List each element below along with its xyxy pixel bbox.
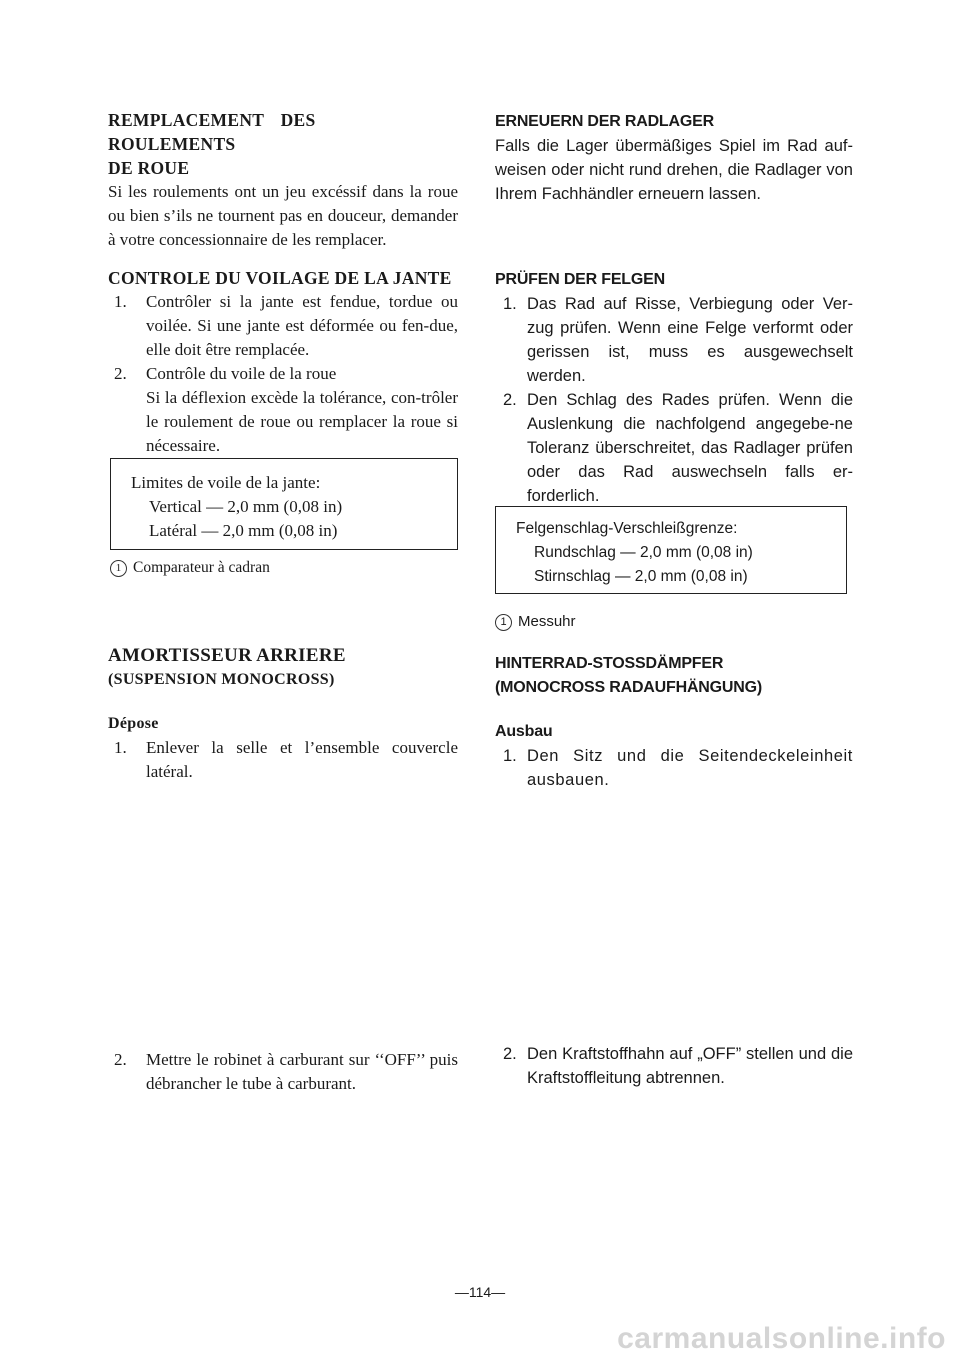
fr-voilage-item-2-text: Si la déflexion excède la tolérance, con-trôler le roulement de roue ou remplacer la roue si nécessaire. [146,388,458,455]
fr-caption-text: Comparateur à cadran [133,559,270,576]
fr-voilage-item-1-num: 1. [114,292,127,311]
fr-voilage-item-1-text: Contrôler si la jante est fendue, tordue ou voilée. Si une jante est déformée ou fen-due, elle doit être remplacée. [146,292,458,359]
fr-amortisseur-subtitle: Dépose [108,715,159,732]
watermark: carmanualsonline.info [617,1322,946,1355]
fr-caption-circle-number: 1 [110,560,127,577]
de-felgen-item-2-text: Den Schlag des Rades prüfen. Wenn die Auslenkung die nachfolgend angegebe-ne Toleranz überschreitet, das Radlager prüfen oder das Rad auswechseln falls er-forderlich. [527,391,853,505]
de-stossdaempfer-subtitle: Ausbau [495,723,553,740]
fr-voilage-item-2-num: 2. [114,364,127,383]
fr-voilage-item-2 [108,362,458,458]
de-felgen-item-1 [495,292,853,388]
fr-amortisseur-step-2 [108,1048,458,1096]
fr-amortisseur-step-1 [108,736,458,784]
de-stossdaempfer-title-1: HINTERRAD-STOSSDÄMPFER [495,655,724,672]
fr-voilage-item-1 [108,290,458,362]
fr-amortisseur-title-2: (SUSPENSION MONOCROSS) [108,671,335,688]
de-felgen-title: PRÜFEN DER FELGEN [495,271,665,288]
fr-limits-title: Limites de voile de la jante: [131,473,321,492]
fr-amortisseur-step-2-block [108,1048,458,1096]
de-caption [495,610,576,634]
de-felgen-item-1-num: 1. [503,295,517,313]
fr-limits-box [110,458,458,550]
fr-amortisseur-step-2-num: 2. [114,1050,127,1069]
fr-roulements-section [108,108,458,252]
fr-voilage-section [108,266,458,458]
fr-amortisseur-step-1-text: Enlever la selle et l’ensemble couvercle latéral. [146,738,458,781]
de-stossdaempfer-step-2-block [495,1042,853,1090]
fr-voilage-title: CONTROLE DU VOILAGE DE LA JANTE [108,268,452,288]
de-stossdaempfer-title-2: (MONOCROSS RADAUFHÄNGUNG) [495,679,762,696]
de-felgen-item-2-num: 2. [503,391,517,409]
page-number: —114— [454,1284,506,1300]
de-stossdaempfer-step-1 [495,744,853,792]
de-stossdaempfer-step-1-num: 1. [503,747,517,765]
de-felgen-section [495,268,853,508]
fr-amortisseur-section [108,644,458,784]
de-radlager-text: Falls die Lager übermäßiges Spiel im Rad auf-weisen oder nicht rund drehen, die Radlager von Ihrem Fachhändler erneuern lassen. [495,137,853,203]
de-stossdaempfer-section [495,652,853,792]
de-limits-box [495,506,847,594]
de-felgen-item-2 [495,388,853,508]
de-radlager-title: ERNEUERN DER RADLAGER [495,113,714,130]
fr-roulements-title-1: REMPLACEMENT DES ROULEMENTS [108,110,316,154]
fr-amortisseur-step-2-text: Mettre le robinet à carburant sur ‘‘OFF’’ puis débrancher le tube à carburant. [146,1050,458,1093]
fr-limit-vertical: Vertical — 2,0 mm (0,08 in) [149,497,343,516]
fr-voilage-item-2-line1: Contrôle du voile de la roue [146,364,337,383]
de-caption-text: Messuhr [518,613,576,630]
fr-amortisseur-step-1-num: 1. [114,738,127,757]
fr-limit-lateral: Latéral — 2,0 mm (0,08 in) [149,521,338,540]
de-stossdaempfer-step-1-text: Den Sitz und die Seitendeckeleinheit ausbauen. [527,747,853,789]
fr-amortisseur-title-1: AMORTISSEUR ARRIERE [108,645,346,666]
de-limits-title: Felgenschlag-Verschleißgrenze: [516,520,738,537]
de-radlager-section [495,110,853,206]
de-stossdaempfer-step-2-num: 2. [503,1045,517,1063]
fr-roulements-title-2: DE ROUE [108,158,190,178]
fr-roulements-text: Si les roulements ont un jeu excéssif dans la roue ou bien s’ils ne tournent pas en douceur, demander à votre concessionnaire de les remplacer. [108,182,458,249]
de-limit-stirn: Stirnschlag — 2,0 mm (0,08 in) [534,568,748,585]
fr-caption [110,556,270,580]
de-limit-rund: Rundschlag — 2,0 mm (0,08 in) [534,544,753,561]
de-stossdaempfer-step-2-text: Den Kraftstoffhahn auf „OFF” stellen und die Kraftstoffleitung abtrennen. [527,1045,853,1087]
de-felgen-item-1-text: Das Rad auf Risse, Verbiegung oder Ver-zug prüfen. Wenn eine Felge verformt oder gerissen ist, muss es ausgewechselt werden. [527,295,853,385]
de-stossdaempfer-step-2 [495,1042,853,1090]
de-caption-circle-number: 1 [495,614,512,631]
